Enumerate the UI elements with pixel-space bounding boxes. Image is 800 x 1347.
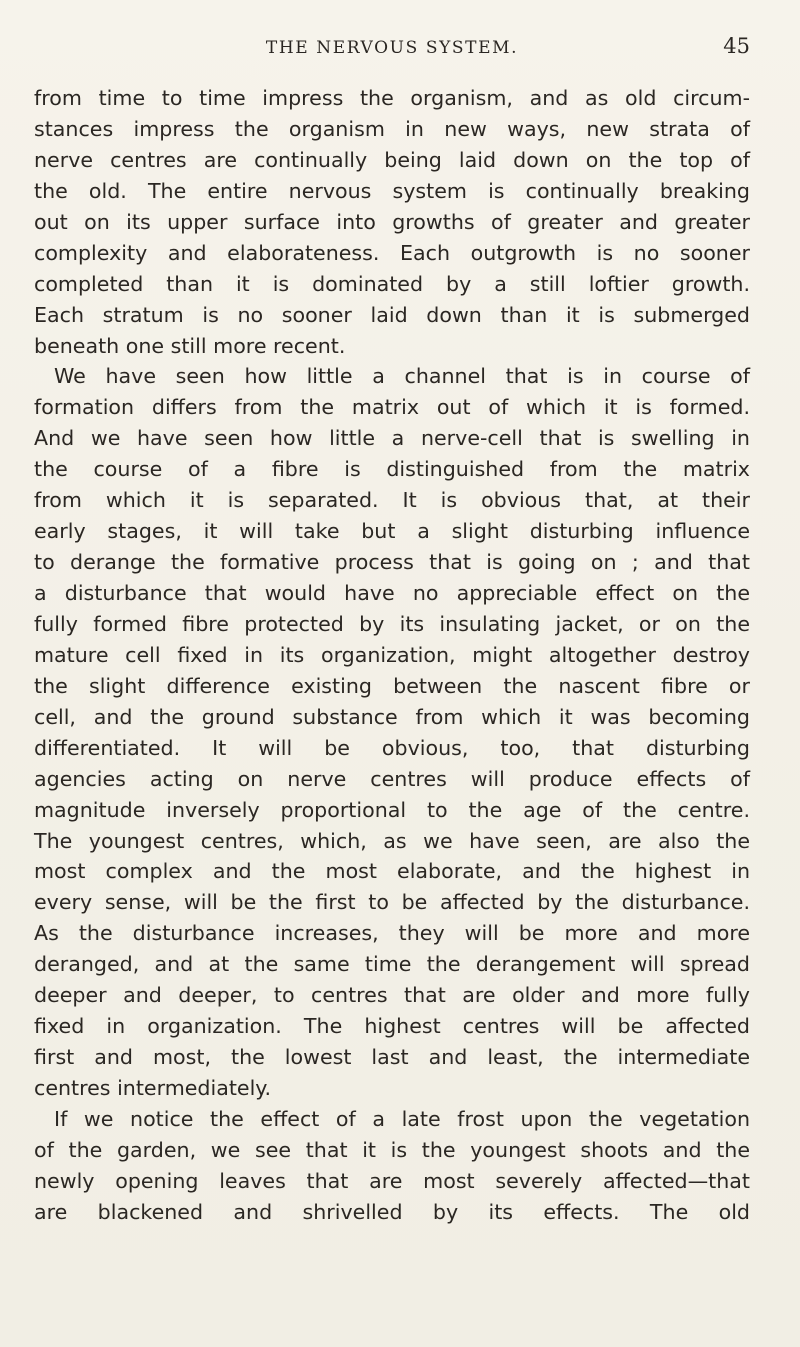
text-line: stances impress the organism in new ways, new strata of <box>34 116 750 141</box>
text-line: the slight difference existing between the nascent fibre or <box>34 673 750 698</box>
text-line: a disturbance that would have no appreciable effect on the <box>34 581 750 605</box>
text-line: fixed in organization. The highest centres will be affected <box>34 1014 750 1039</box>
page-number: 45 <box>723 34 750 58</box>
text-line: The youngest centres, which, as we have seen, are also the <box>34 828 750 853</box>
text-line: beneath one still more recent. <box>34 333 346 358</box>
body-text <box>34 83 750 1228</box>
text-line: complexity and elaborateness. Each outgrowth is no sooner <box>34 240 750 265</box>
text-line: deeper and deeper, to centres that are older and more fully <box>34 983 750 1008</box>
text-line: And we have seen how little a nerve-cell that is swelling in <box>34 426 750 451</box>
text-line: the old. The entire nervous system is continually breaking <box>34 178 750 203</box>
text-line: newly opening leaves that are most severely affected—that <box>34 1168 750 1193</box>
text-line: fully formed fibre protected by its insulating jacket, or on the <box>34 611 750 636</box>
text-line: Each stratum is no sooner laid down than it is submerged <box>34 302 750 327</box>
text-line: agencies acting on nerve centres will produce effects of <box>34 766 750 791</box>
text-line: early stages, it will take but a slight disturbing influence <box>34 519 750 544</box>
text-line: differentiated. It will be obvious, too, that disturbing <box>34 735 750 760</box>
text-line: of the garden, we see that it is the youngest shoots and the <box>34 1137 750 1162</box>
running-title: THE NERVOUS SYSTEM. <box>265 38 519 58</box>
text-line: the course of a fibre is distinguished from the matrix <box>34 457 750 482</box>
text-line: formation differs from the matrix out of which it is formed. <box>34 395 750 420</box>
text-line: every sense, will be the first to be affected by the disturbance. <box>34 890 750 915</box>
running-head <box>34 32 750 64</box>
text-line: deranged, and at the same time the derangement will spread <box>34 952 750 977</box>
text-line: magnitude inversely proportional to the age of the centre. <box>34 797 750 822</box>
text-line: first and most, the lowest last and least, the intermediate <box>34 1045 750 1070</box>
text-line: out on its upper surface into growths of greater and greater <box>34 209 750 234</box>
text-line: are blackened and shrivelled by its effects. The old <box>34 1199 750 1224</box>
text-line: We have seen how little a channel that is in course of <box>54 364 750 389</box>
text-line: completed than it is dominated by a still loftier growth. <box>34 271 750 296</box>
text-line: cell, and the ground substance from which it was becoming <box>34 704 750 729</box>
text-line: from time to time impress the organism, and as old circum- <box>34 86 750 110</box>
text-line: from which it is separated. It is obvious that, at their <box>34 488 750 513</box>
text-line: most complex and the most elaborate, and the highest in <box>34 859 750 884</box>
text-line: If we notice the effect of a late frost upon the vegetation <box>54 1106 750 1131</box>
text-line: centres intermediately. <box>34 1076 272 1100</box>
text-line: As the disturbance increases, they will be more and more <box>34 921 750 946</box>
text-line: mature cell fixed in its organization, might altogether destroy <box>34 642 750 667</box>
text-line: to derange the formative process that is going on ; and that <box>34 550 750 575</box>
text-line: nerve centres are continually being laid down on the top of <box>34 147 750 172</box>
